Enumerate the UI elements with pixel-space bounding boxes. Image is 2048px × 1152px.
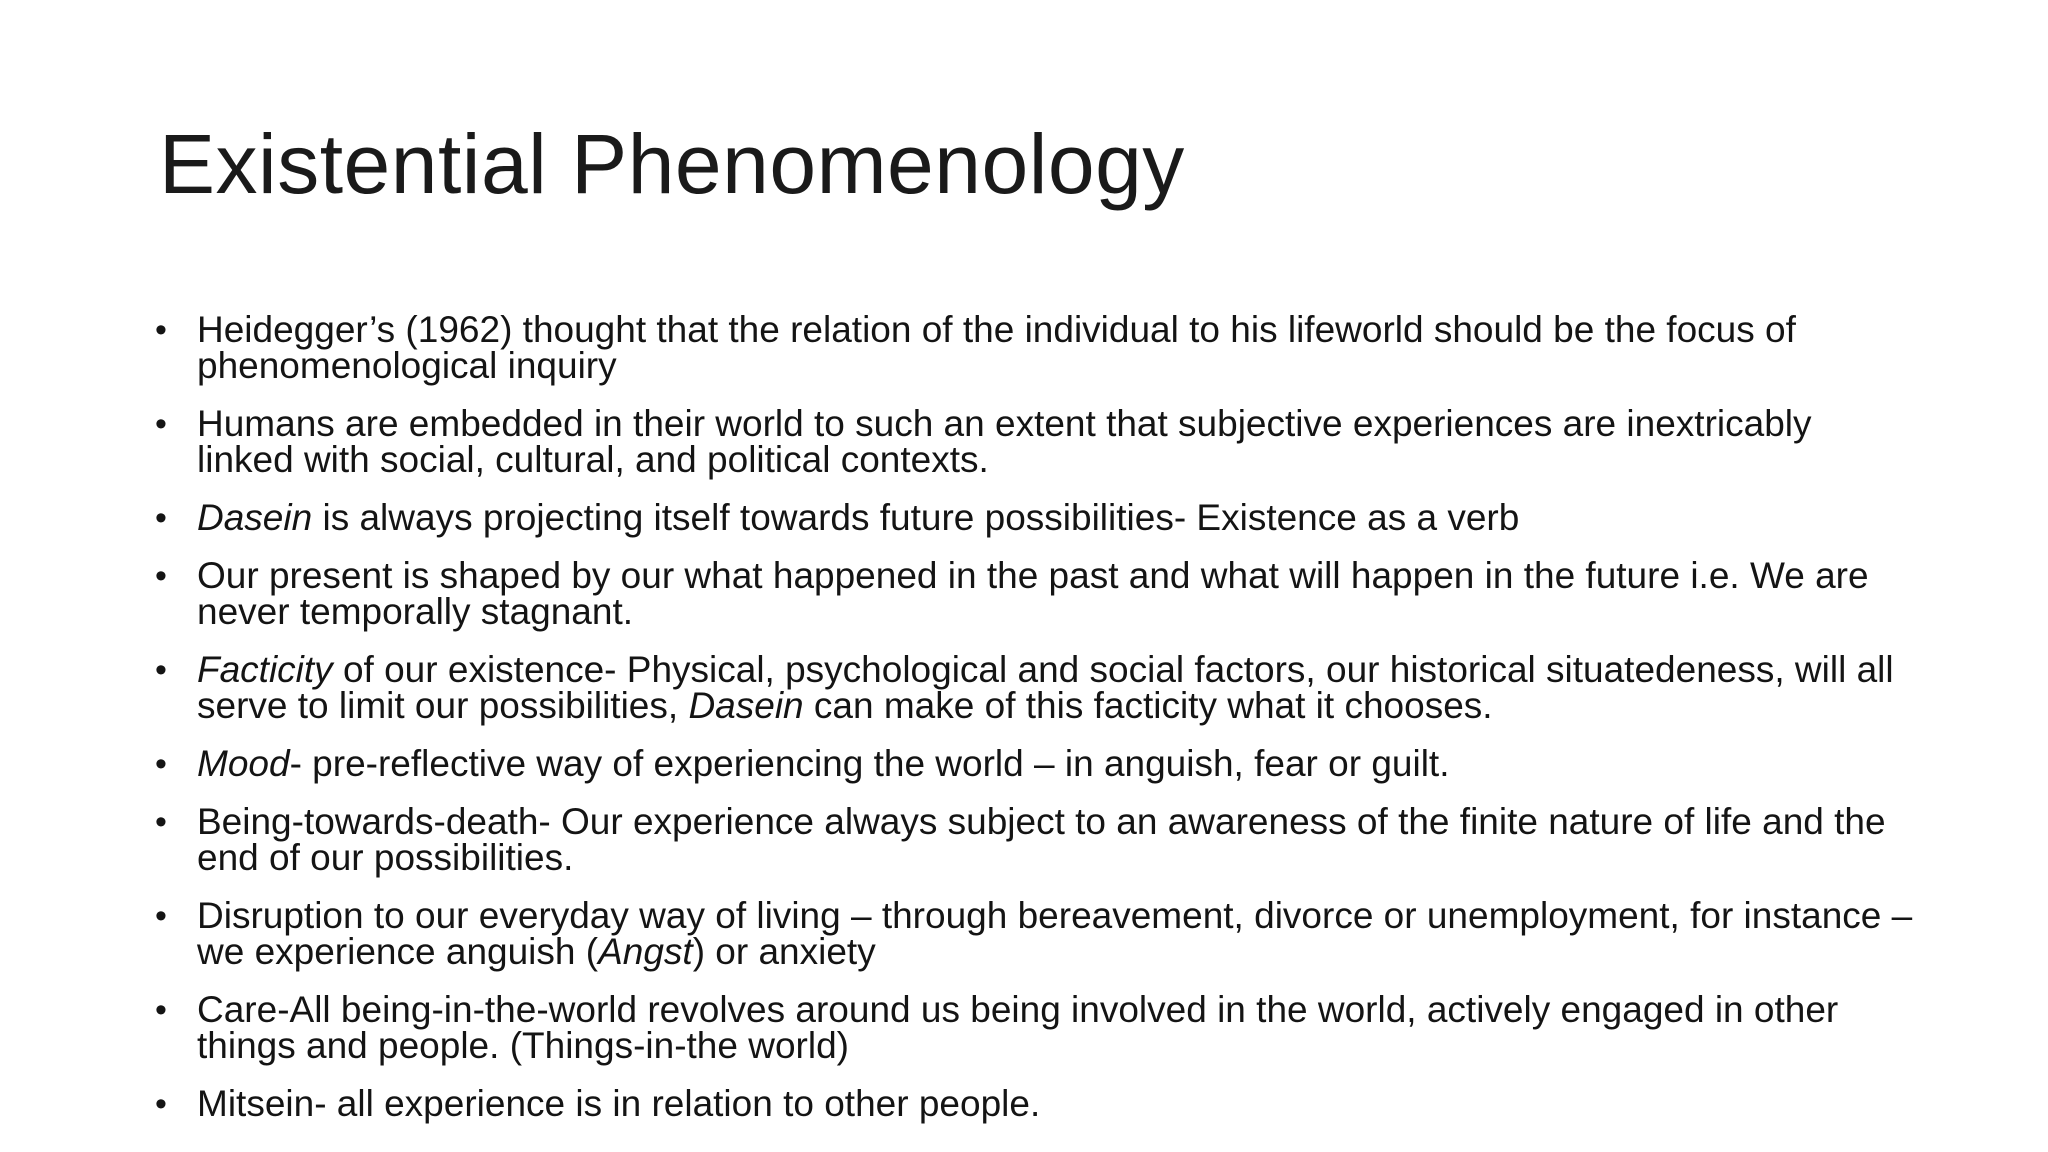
bullet-text: Disruption to our everyday way of living – through bereavement, divorce or unemployment, for instance – we experience anguish ( [197,895,1913,972]
bullet-text: is always projecting itself towards future possibilities- Existence as a verb [312,497,1520,538]
bullet-text: of our existence- Physical, psychological and social factors, our historical situatedeness, will all serve to limit our possibilities, [197,649,1894,726]
bullet-list [155,309,1915,1144]
bullet-dot-icon: • [155,405,167,443]
bullet-dot-icon: • [155,1085,167,1123]
bullet-text: Being-towards-death- Our experience always subject to an awareness of the finite nature of life and the end of our possibilities. [197,801,1886,878]
bullet-text: Mitsein- all experience is in relation to other people. [197,1083,1041,1124]
bullet-item-3 [155,497,1915,538]
bullet-text: - pre-reflective way of experiencing the world – in anguish, fear or guilt. [289,743,1450,784]
bullet-italic-term: Dasein [197,497,313,538]
bullet-italic-term: Dasein [688,685,804,726]
bullet-item-9 [155,989,1915,1066]
bullet-item-1 [155,309,1915,386]
bullet-item-4 [155,555,1915,632]
bullet-item-7 [155,801,1915,878]
bullet-dot-icon: • [155,897,167,935]
bullet-italic-term: Facticity [197,649,333,690]
bullet-dot-icon: • [155,499,167,537]
bullet-italic-term: Angst [598,931,693,972]
bullet-item-5 [155,649,1915,726]
bullet-text: Heidegger’s (1962) thought that the relation of the individual to his lifeworld should be the focus of phenomenological inquiry [197,309,1796,386]
bullet-item-8 [155,895,1915,972]
bullet-item-2 [155,403,1915,480]
bullet-item-10 [155,1083,1915,1124]
bullet-italic-term: Mood [197,743,290,784]
bullet-text: can make of this facticity what it chooses. [803,685,1493,726]
bullet-dot-icon: • [155,311,167,349]
bullet-dot-icon: • [155,651,167,689]
bullet-dot-icon: • [155,991,167,1029]
bullet-item-6 [155,743,1915,784]
bullet-text: Humans are embedded in their world to such an extent that subjective experiences are inextricably linked with social, cultural, and political contexts. [197,403,1812,480]
bullet-text: Our present is shaped by our what happened in the past and what will happen in the future i.e. We are never temporally stagnant. [197,555,1869,632]
bullet-text: ) or anxiety [692,931,876,972]
bullet-dot-icon: • [155,557,167,595]
bullet-dot-icon: • [155,803,167,841]
bullet-text: Care-All being-in-the-world revolves around us being involved in the world, actively engaged in other things and people. (Things-in-the world) [197,989,1839,1066]
bullet-dot-icon: • [155,745,167,783]
slide-title: Existential Phenomenology [159,117,1185,211]
